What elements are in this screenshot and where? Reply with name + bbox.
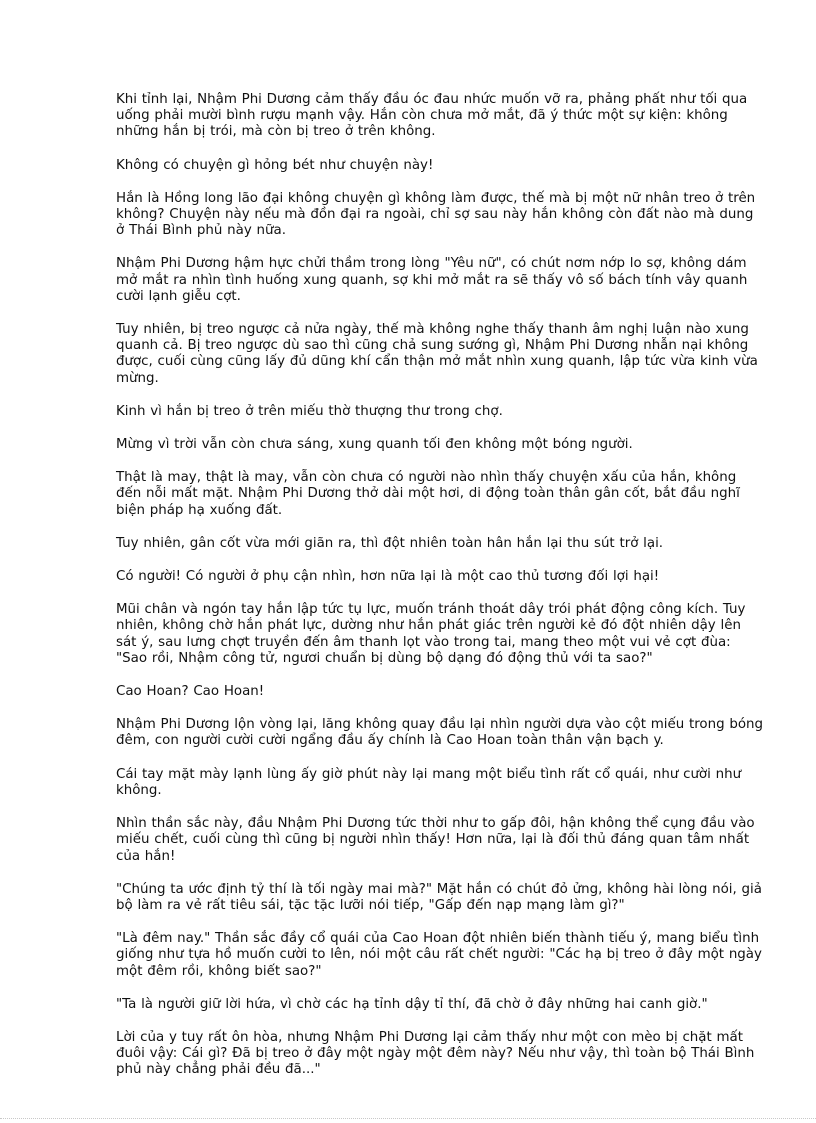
paragraph: Khi tỉnh lại, Nhậm Phi Dương cảm thấy đầu óc đau nhức muốn vỡ ra, phảng phất như tối qua uống phải mười bình rượu mạnh vậy. Hắn còn chưa mở mắt, đã ý thức một sự kiện: không những hắn bị trói, mà còn bị treo ở trên không.: [116, 92, 748, 140]
paragraph: Kinh vì hắn bị treo ở trên miếu thờ thượng thư trong chợ.: [116, 403, 503, 419]
paragraph: Nhậm Phi Dương hậm hực chửi thầm trong lòng "Yêu nữ", có chút nơm nớp lo sợ, không dám mở mắt ra nhìn tình huống xung quanh, sợ khi mở mắt ra sẽ thấy vô số bách tính vây quanh cười lạnh giễu cợt.: [116, 256, 748, 304]
paragraph: Tuy nhiên, gân cốt vừa mới giãn ra, thì đột nhiên toàn hân hắn lại thu sút trở lại.: [116, 535, 664, 551]
paragraph: Nhậm Phi Dương lộn vòng lại, lăng không quay đầu lại nhìn người dựa vào cột miếu trong bóng đêm, con người cười cười ngẩng đầu ấy chính là Cao Hoan toàn thân vận bạch y.: [116, 717, 764, 749]
paragraph: Tuy nhiên, bị treo ngược cả nửa ngày, thế mà không nghe thấy thanh âm nghị luận nào xung quanh cả. Bị treo ngược dù sao thì cũng chả sung sướng gì, Nhậm Phi Dương nhẫn nại không được, cuối cùng cũng lấy đủ dũng khí cẩn thận mở mắt nhìn xung quanh, lập tức vừa kinh vừa mừng.: [116, 322, 758, 386]
paragraph: "Là đêm nay." Thần sắc đầy cổ quái của Cao Hoan đột nhiên biến thành tiếu ý, mang biểu tình giống như tựa hồ muốn cười to lên, nói một câu rất chết người: "Các hạ bị treo ở đây một ngày một đêm rồi, không biết sao?": [116, 931, 762, 979]
page-bottom-divider: [0, 1118, 816, 1119]
paragraph: Hắn là Hồng long lão đại không chuyện gì không làm được, thế mà bị một nữ nhân treo ở trên không? Chuyện này nếu mà đồn đại ra ngoài, chỉ sợ sau này hắn không còn đất nào mà dung ở Thái Bình phủ này nữa.: [116, 190, 756, 239]
paragraph: Cái tay mặt mày lạnh lùng ấy giờ phút này lại mang một biểu tình rất cổ quái, như cười như không.: [116, 766, 742, 798]
paragraph: "Chúng ta ước định tỷ thí là tối ngày mai mà?" Mặt hắn có chút đỏ ửng, không hài lòng nói, giả bộ làm ra vẻ rất tiêu sái, tặc tặc lưỡi nói tiếp, "Gấp đến nạp mạng làm gì?": [116, 881, 762, 913]
paragraph: Thật là may, thật là may, vẫn còn chưa có người nào nhìn thấy chuyện xấu của hắn, không đến nỗi mất mặt. Nhậm Phi Dương thở dài một hơi, di động toàn thân gân cốt, bắt đầu nghĩ biện pháp hạ xuống đất.: [116, 470, 740, 518]
paragraph: Lời của y tuy rất ôn hòa, nhưng Nhậm Phi Dương lại cảm thấy như một con mèo bị chặt mất đuôi vậy: Cái gì? Đã bị treo ở đây một ngày một đêm này? Nếu như vậy, thì toàn bộ Thái Bình phủ này chẳng phải đều đã...": [116, 1029, 755, 1078]
paragraph: Có người! Có người ở phụ cận nhìn, hơn nữa lại là một cao thủ tương đối lợi hại!: [116, 569, 660, 585]
paragraph: Nhìn thần sắc này, đầu Nhậm Phi Dương tức thời như to gấp đôi, hận không thể cụng đầu vào miếu chết, cuối cùng thì cũng bị người nhìn thấy! Hơn nữa, lại là đối thủ đáng quan tâm nhất của hắn!: [116, 816, 755, 864]
paragraph: Cao Hoan? Cao Hoan!: [116, 684, 265, 700]
paragraph: Mừng vì trời vẫn còn chưa sáng, xung quanh tối đen không một bóng người.: [116, 437, 633, 453]
paragraph: Không có chuyện gì hỏng bét như chuyện này!: [116, 157, 434, 173]
paragraph: Mũi chân và ngón tay hắn lập tức tụ lực, muốn tránh thoát dây trói phát động công kích. Tuy nhiên, không chờ hắn phát lực, dường như hắn phát giác trên người kẻ đó đột nhiên dậy lên sát ý, sau lưng chợt truyền đến âm thanh lọt vào trong tai, mang theo một vui vẻ cợt đùa: "Sao rồi, Nhậm công tử, ngươi chuẩn bị dùng bộ dạng đó động thủ với ta sao?": [116, 602, 746, 666]
document-body: [116, 92, 764, 1096]
paragraph: "Ta là người giữ lời hứa, vì chờ các hạ tỉnh dậy tỉ thí, đã chờ ở đây những hai canh giờ.": [116, 996, 708, 1012]
